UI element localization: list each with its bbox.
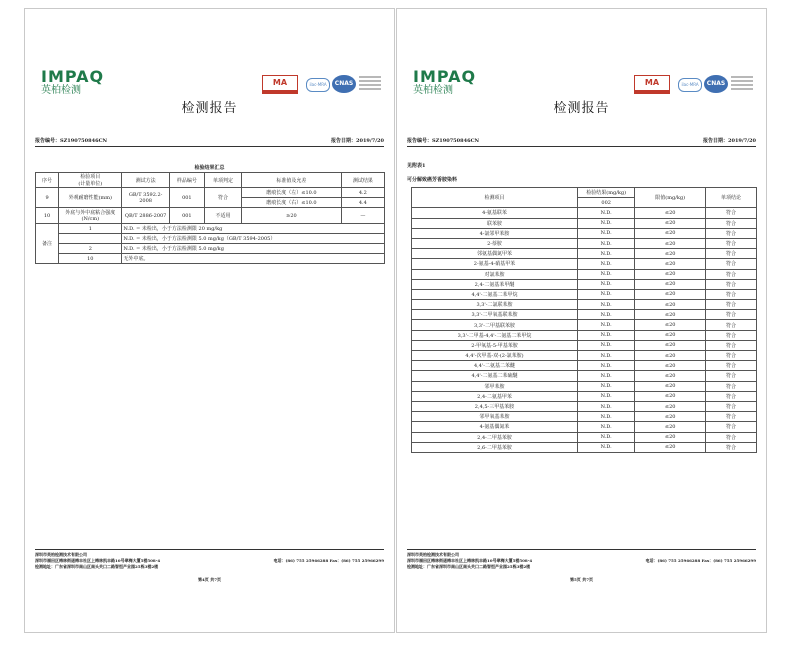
cell-conclusion: 符合 — [706, 300, 757, 310]
cell-item: 3,3'-二甲基联苯胺 — [412, 320, 578, 330]
cell-item: 4-氨基偶氮苯 — [412, 422, 578, 432]
cell-item: 3,3'-二甲氧基联苯胺 — [412, 310, 578, 320]
footer-company: 深圳市英柏检测技术有限公司 — [407, 552, 459, 557]
cell-conclusion: 符合 — [706, 289, 757, 299]
cell-conclusion: 符合 — [706, 442, 757, 452]
cell-conclusion: 符合 — [706, 320, 757, 330]
cell-sample: 001 — [169, 208, 204, 224]
cell-limit: ≤20 — [635, 391, 706, 401]
table-row — [412, 422, 757, 432]
cell-conclusion: 符合 — [706, 422, 757, 432]
cell-result: N.D. — [578, 401, 635, 411]
cell-limit: ≤20 — [635, 269, 706, 279]
cell-limit: ≤20 — [635, 289, 706, 299]
cell-conclusion: 符合 — [706, 340, 757, 350]
table-row — [412, 289, 757, 299]
certification-marks — [262, 73, 382, 99]
table-row — [412, 391, 757, 401]
certification-marks — [634, 73, 754, 99]
header-cell: 测试结果 — [341, 173, 384, 188]
remark-number: 1 — [59, 224, 122, 234]
cell-conclusion: 符合 — [706, 361, 757, 371]
brand-name-en: IMPAQ — [41, 67, 105, 86]
cell-conclusion: 符合 — [706, 279, 757, 289]
cell-standard: 磨痕长度（右）≤10.0 — [242, 198, 342, 208]
cell-item: 3,3'-二甲基-4,4'-二氨基二苯甲烷 — [412, 330, 578, 340]
report-meta — [407, 137, 756, 147]
remark-row — [36, 224, 385, 234]
cell-result: N.D. — [578, 228, 635, 238]
table-row — [412, 351, 757, 361]
header-item: 检测项目 — [412, 188, 578, 208]
cell-conclusion: 符合 — [706, 412, 757, 422]
table-row — [412, 269, 757, 279]
cell-result: N.D. — [578, 340, 635, 350]
table-row — [412, 432, 757, 442]
footer-phone: 电话：(86) 755 25966288 Fax：(86) 755 25966299 — [273, 558, 384, 563]
cell-conclusion: 符合 — [706, 238, 757, 248]
cell-limit: ≤20 — [635, 330, 706, 340]
remark-text: N.D. = 未检出，小于方法检测限 5.0 mg/kg（GB/T 3594-2005） — [122, 234, 385, 244]
table-row — [412, 228, 757, 238]
header-cell: 序号 — [36, 173, 59, 188]
header-cell: 样品编号 — [169, 173, 204, 188]
cell-limit: ≤20 — [635, 442, 706, 452]
header-cell: 测试方法 — [122, 173, 169, 188]
cell-conclusion: 符合 — [706, 371, 757, 381]
cnas-text-icon — [359, 76, 381, 92]
cell-result: N.D. — [578, 310, 635, 320]
cell-judge: 符合 — [204, 188, 241, 208]
cell-conclusion: 符合 — [706, 391, 757, 401]
cell-item: 2,4-二氨基甲苯 — [412, 391, 578, 401]
table-row — [36, 188, 385, 198]
summary-caption: 检验结果汇总 — [194, 165, 225, 171]
table-row — [412, 208, 757, 218]
cma-code-bar — [634, 91, 670, 94]
cell-result: N.D. — [578, 218, 635, 228]
section-label: 见附表1 — [407, 163, 426, 169]
cell-result: N.D. — [578, 361, 635, 371]
table-row — [412, 310, 757, 320]
cell-result: N.D. — [578, 371, 635, 381]
cell-conclusion: 符合 — [706, 249, 757, 259]
table-row — [412, 401, 757, 411]
cnas-text-icon — [731, 76, 753, 92]
remark-row — [36, 234, 385, 244]
cell-result: N.D. — [578, 432, 635, 442]
cell-item: 4,4'-二氨基二苯硫醚 — [412, 371, 578, 381]
section-subtitle: 可分解致癌芳香胺染料 — [407, 177, 458, 183]
impaq-logo — [41, 69, 104, 97]
cell-limit: ≤20 — [635, 249, 706, 259]
cell-conclusion: 符合 — [706, 259, 757, 269]
report-page-4 — [24, 8, 395, 633]
cell-result: 4.4 — [341, 198, 384, 208]
cell-item: 外观耐磨性能(mm) — [59, 188, 122, 208]
cell-result: N.D. — [578, 269, 635, 279]
cell-result: N.D. — [578, 208, 635, 218]
impaq-logo — [413, 69, 476, 97]
report-meta — [35, 137, 384, 147]
cell-limit: ≤20 — [635, 218, 706, 228]
cell-limit: ≤20 — [635, 412, 706, 422]
table-row — [412, 218, 757, 228]
table-row — [412, 442, 757, 452]
table-header-row — [412, 188, 757, 198]
cell-result: N.D. — [578, 330, 635, 340]
report-title: 检测报告 — [181, 101, 238, 116]
header-cell: 单项判定 — [204, 173, 241, 188]
cell-no: 10 — [36, 208, 59, 224]
cell-conclusion: 符合 — [706, 381, 757, 391]
cell-result: N.D. — [578, 289, 635, 299]
cell-item: 2,4-二氨基苯甲醚 — [412, 279, 578, 289]
cell-result: N.D. — [578, 300, 635, 310]
cell-limit: ≤20 — [635, 422, 706, 432]
table-row — [412, 249, 757, 259]
table-row — [412, 340, 757, 350]
cell-no: 9 — [36, 188, 59, 208]
header-sample: 002 — [578, 198, 635, 208]
cell-conclusion: 符合 — [706, 310, 757, 320]
brand-name-cn: 英柏检测 — [413, 85, 453, 96]
remark-text: N.D. = 未检出，小于方法检测限 5.0 mg/kg — [122, 244, 385, 254]
cell-conclusion: 符合 — [706, 351, 757, 361]
cell-standard: 磨痕长度（左）≤10.0 — [242, 188, 342, 198]
page-footer — [407, 549, 756, 570]
page-footer — [35, 549, 384, 570]
ilac-mra-icon: ilac-MRA — [306, 78, 330, 92]
cell-limit: ≤20 — [635, 310, 706, 320]
footer-phone: 电话：(86) 755 25966288 Fax：(86) 755 25966299 — [645, 558, 756, 563]
cell-limit: ≤20 — [635, 259, 706, 269]
footer-address: 深圳市福田区梅林街道梅丰社区上梅林凯丰路10号翠梅大厦5楼508-4 — [407, 558, 533, 563]
table-row — [412, 330, 757, 340]
cell-method: QB/T 2886-2007 — [122, 208, 169, 224]
report-number: 报告编号：SZ190750846CN — [407, 138, 480, 144]
cell-item: 邻甲氧基苯胺 — [412, 412, 578, 422]
footer-address: 深圳市福田区梅林街道梅丰社区上梅林凯丰路10号翠梅大厦5楼508-4 — [35, 558, 161, 563]
header-cell: 检验项目 (计量单位) — [59, 173, 122, 188]
footer-lab-address: 检测地址：广东省深圳市南山区南头关口二路智恒产业园25栋3楼2楼 — [407, 564, 531, 569]
footer-company: 深圳市英柏检测技术有限公司 — [35, 552, 87, 557]
cell-item: 外底与外中底粘合强度(N/cm) — [59, 208, 122, 224]
table-row — [412, 412, 757, 422]
cell-result: N.D. — [578, 259, 635, 269]
remarks-label: 备注 — [36, 224, 59, 264]
cell-item: 2-甲氧基-5-甲基苯胺 — [412, 340, 578, 350]
report-number: 报告编号：SZ190750846CN — [35, 138, 108, 144]
cell-conclusion: 符合 — [706, 432, 757, 442]
cell-item: 对氯苯胺 — [412, 269, 578, 279]
report-title: 检测报告 — [553, 101, 610, 116]
page-number: 第5页 共7页 — [570, 577, 593, 582]
header-result: 检验结果(mg/kg) — [578, 188, 635, 198]
cell-result: N.D. — [578, 351, 635, 361]
table-row — [412, 320, 757, 330]
cell-result: N.D. — [578, 238, 635, 248]
cell-result: N.D. — [578, 422, 635, 432]
report-date: 报告日期：2019/7/20 — [702, 138, 756, 144]
cell-item: 2,4-二甲基苯胺 — [412, 432, 578, 442]
cell-item: 4-氯邻甲苯胺 — [412, 228, 578, 238]
table-row — [412, 259, 757, 269]
remark-row — [36, 254, 385, 264]
cell-conclusion: 符合 — [706, 269, 757, 279]
cma-code-bar — [262, 91, 298, 94]
cell-item: 联苯胺 — [412, 218, 578, 228]
table-row — [36, 208, 385, 224]
remark-number: 2 — [59, 244, 122, 254]
cell-limit: ≤20 — [635, 361, 706, 371]
remark-text: 无外中底。 — [122, 254, 385, 264]
cell-result: N.D. — [578, 249, 635, 259]
cell-limit: ≤20 — [635, 208, 706, 218]
remark-row — [36, 244, 385, 254]
cell-item: 4,4'-二氨基二苯甲烷 — [412, 289, 578, 299]
table-row — [412, 279, 757, 289]
cell-item: 2,4,5-三甲基苯胺 — [412, 401, 578, 411]
cell-item: 3,3'-二氯联苯胺 — [412, 300, 578, 310]
report-date: 报告日期：2019/7/20 — [330, 138, 384, 144]
cell-result: — — [341, 208, 384, 224]
cell-limit: ≤20 — [635, 381, 706, 391]
cell-limit: ≤20 — [635, 320, 706, 330]
cell-result: N.D. — [578, 442, 635, 452]
cell-item: 2-萘胺 — [412, 238, 578, 248]
table-row — [412, 238, 757, 248]
cell-conclusion: 符合 — [706, 208, 757, 218]
cnas-logo-icon: CNAS — [332, 75, 356, 93]
report-page-5 — [396, 8, 767, 633]
cell-limit: ≤20 — [635, 351, 706, 361]
cell-limit: ≤20 — [635, 228, 706, 238]
cell-conclusion: 符合 — [706, 218, 757, 228]
table-row — [412, 371, 757, 381]
cell-limit: ≤20 — [635, 279, 706, 289]
cell-method: GB/T 3592.2-2008 — [122, 188, 169, 208]
cell-limit: ≤20 — [635, 401, 706, 411]
footer-lab-address: 检测地址：广东省深圳市南山区南头关口二路智恒产业园25栋3楼2楼 — [35, 564, 159, 569]
cell-sample: 001 — [169, 188, 204, 208]
ilac-mra-icon: ilac-MRA — [678, 78, 702, 92]
table-row — [412, 361, 757, 371]
cell-limit: ≤20 — [635, 340, 706, 350]
cell-result: 4.2 — [341, 188, 384, 198]
cnas-logo-icon: CNAS — [704, 75, 728, 93]
table-row — [412, 300, 757, 310]
cell-result: N.D. — [578, 412, 635, 422]
cell-limit: ≤20 — [635, 371, 706, 381]
cell-limit: ≤20 — [635, 432, 706, 442]
cell-item: 邻甲苯胺 — [412, 381, 578, 391]
cell-item: 4,4'-二氨基二苯醚 — [412, 361, 578, 371]
table-row — [412, 381, 757, 391]
brand-name-cn: 英柏检测 — [41, 85, 81, 96]
cell-conclusion: 符合 — [706, 228, 757, 238]
cma-seal-icon: MA — [634, 75, 670, 91]
header-conclusion: 单项结论 — [706, 188, 757, 208]
remark-text: N.D. = 未检出，小于方法检测限 20 mg/kg — [122, 224, 385, 234]
header-cell: 标准值及允差 — [242, 173, 342, 188]
cell-conclusion: 符合 — [706, 401, 757, 411]
cell-item: 4-氨基联苯 — [412, 208, 578, 218]
cell-result: N.D. — [578, 391, 635, 401]
cell-item: 4,4'-次甲基-双-(2-氯苯胺) — [412, 351, 578, 361]
cell-result: N.D. — [578, 320, 635, 330]
remark-number — [59, 234, 122, 244]
remark-number: 10 — [59, 254, 122, 264]
cell-item: 2,6-二甲基苯胺 — [412, 442, 578, 452]
cell-standard: ≥20 — [242, 208, 342, 224]
brand-name-en: IMPAQ — [413, 67, 477, 86]
cell-conclusion: 符合 — [706, 330, 757, 340]
cell-result: N.D. — [578, 279, 635, 289]
cma-seal-icon: MA — [262, 75, 298, 91]
cell-result: N.D. — [578, 381, 635, 391]
cell-item: 邻氨基偶氮甲苯 — [412, 249, 578, 259]
header-limit: 限值(mg/kg) — [635, 188, 706, 208]
cell-item: 2-氨基-4-硝基甲苯 — [412, 259, 578, 269]
cell-limit: ≤20 — [635, 300, 706, 310]
cell-judge: 不适用 — [204, 208, 241, 224]
cell-limit: ≤20 — [635, 238, 706, 248]
table-header-row — [36, 173, 385, 188]
page-number: 第4页 共7页 — [198, 577, 221, 582]
amine-test-table — [411, 187, 757, 453]
summary-table — [35, 172, 385, 264]
